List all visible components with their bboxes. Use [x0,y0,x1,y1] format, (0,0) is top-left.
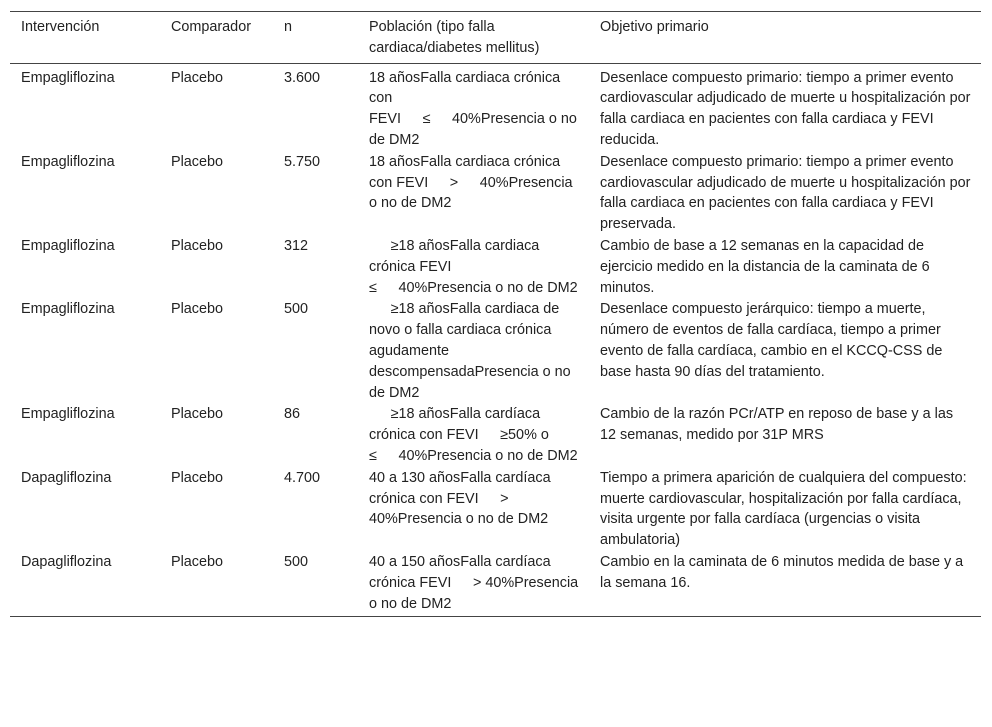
cell-comparador: Placebo [171,153,224,170]
table-row [10,403,981,466]
cell-poblacion: 40 a 150 añosFalla cardíaca crónica FEVI > 40%Presencia o no de DM2 [369,553,579,612]
table-body [10,63,981,617]
cell-comparador: Placebo [171,469,224,486]
cell-poblacion: ≥18 añosFalla cardiaca crónica FEVI ≤ 40%Presencia o no de DM2 [369,237,578,296]
header-row [10,12,981,64]
cell-objetivo: Cambio en la caminata de 6 minutos medida de base y a la semana 16. [600,553,964,591]
cell-poblacion: ≥18 añosFalla cardiaca de novo o falla cardiaca crónica agudamente descompensadaPresencia o no de DM2 [369,301,571,401]
cell-intervencion: Empagliflozina [21,153,115,170]
cell-n: 5.750 [284,153,321,170]
cell-comparador: Placebo [171,553,224,570]
cell-poblacion: 18 añosFalla cardiaca crónica con FEVI ≤ 40%Presencia o no de DM2 [369,69,577,148]
cell-n: 4.700 [284,469,321,486]
header-poblacion: Población (tipo falla cardiaca/diabetes mellitus) [369,19,540,56]
cell-n: 3.600 [284,69,321,86]
trials-table [10,11,981,617]
cell-objetivo: Cambio de base a 12 semanas en la capacidad de ejercicio medido en la distancia de la caminata de 6 minutos. [600,237,930,296]
table-header [10,12,981,64]
cell-intervencion: Dapagliflozina [21,469,112,486]
cell-objetivo: Desenlace compuesto primario: tiempo a primer evento cardiovascular adjudicado de muerte u hospitalización por falla cardiaca en pacientes con falla cardiaca y FEVI reducida. [600,69,971,148]
cell-objetivo: Cambio de la razón PCr/ATP en reposo de base y a las 12 semanas, medido por 31P MRS [600,406,954,444]
cell-objetivo: Tiempo a primera aparición de cualquiera del compuesto: muerte cardiovascular, hospitalización por falla cardíaca, visita urgente por falla cardíaca (urgencias o visita ambulatoria) [600,469,967,549]
cell-n: 500 [284,553,309,570]
cell-intervencion: Dapagliflozina [21,553,112,570]
header-comparador: Comparador [171,19,251,35]
table-row [10,235,981,298]
cell-comparador: Placebo [171,301,224,318]
cell-poblacion: ≥18 añosFalla cardíaca crónica con FEVI ≥50% o ≤ 40%Presencia o no de DM2 [369,406,578,464]
header-intervencion: Intervención [21,19,100,35]
table-row [10,298,981,403]
cell-intervencion: Empagliflozina [21,237,115,254]
cell-intervencion: Empagliflozina [21,301,115,318]
table-row [10,63,981,151]
table-row [10,151,981,235]
cell-intervencion: Empagliflozina [21,69,115,86]
cell-n: 500 [284,301,309,318]
cell-comparador: Placebo [171,69,224,86]
table-row [10,467,981,551]
cell-poblacion: 40 a 130 añosFalla cardíaca crónica con FEVI > 40%Presencia o no de DM2 [369,469,551,528]
table-row [10,551,981,617]
cell-n: 86 [284,406,301,423]
header-n: n [284,19,293,35]
cell-intervencion: Empagliflozina [21,406,115,423]
cell-comparador: Placebo [171,406,224,423]
cell-objetivo: Desenlace compuesto jerárquico: tiempo a muerte, número de eventos de falla cardíaca, tiempo a primer evento de falla cardíaca, cambio en el KCCQ-CSS de base hasta 90 días del tratamiento. [600,301,943,380]
cell-poblacion: 18 añosFalla cardiaca crónica con FEVI > 40%Presencia o no de DM2 [369,153,573,212]
cell-n: 312 [284,237,309,254]
cell-comparador: Placebo [171,237,224,254]
cell-objetivo: Desenlace compuesto primario: tiempo a primer evento cardiovascular adjudicado de muerte u hospitalización por falla cardiaca en pacientes con falla cardiaca y FEVI preservada. [600,153,971,233]
header-objetivo: Objetivo primario [600,19,709,35]
